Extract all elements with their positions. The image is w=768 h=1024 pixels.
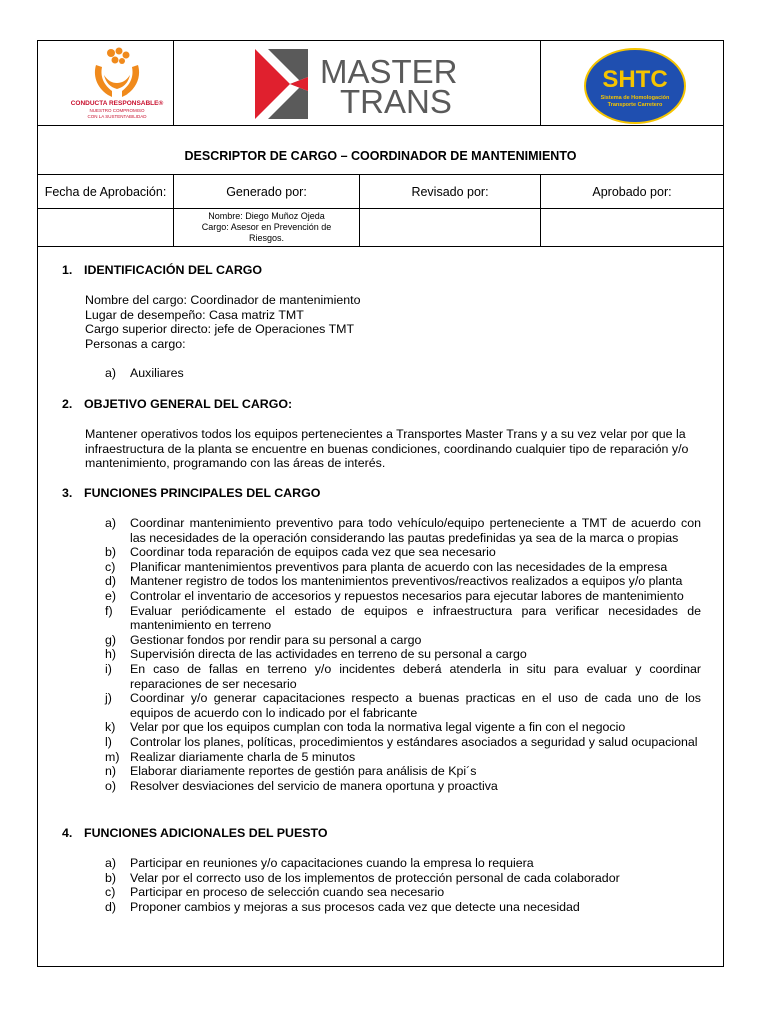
list-item: g) Gestionar fondos por rendir para su personal a cargo <box>105 632 422 647</box>
list-item: f) Evaluar periódicamente el estado de equipos e infraestructura para verificar necesidades de mantenimiento en terreno <box>105 603 701 633</box>
logo-left-line2: NUESTRO COMPROMISO <box>89 108 145 113</box>
document-title: DESCRIPTOR DE CARGO – COORDINADOR DE MANTENIMIENTO <box>184 149 577 163</box>
generated-role: Cargo: Asesor en Prevención de <box>201 222 332 232</box>
list-item: k) Velar por que los equipos cumplan con toda la normativa legal vigente a fin con el negocio <box>105 720 626 735</box>
section-1-details <box>85 293 707 351</box>
section-2-heading <box>62 397 292 412</box>
logo-shtc-line1: Sistema de Homologación <box>600 95 670 101</box>
section-1-list <box>105 366 701 381</box>
logo-left-line1: CONDUCTA RESPONSABLE® <box>70 100 164 107</box>
logo-trans-word: TRANS <box>340 83 452 119</box>
section-4-list <box>105 856 701 914</box>
list-item: a) Coordinar mantenimiento preventivo para todo vehículo/equipo perteneciente a TMT de acuerdo con las necesidades de la operación considerando las pautas predefinidas ya sea de la marca o propias <box>105 516 701 545</box>
conducta-responsable-logo <box>62 45 172 121</box>
list-item: l) Controlar los planes, políticas, procedimientos y estándares asociados a seguridad y salud ocupacional <box>105 734 698 749</box>
list-item: j) Coordinar y/o generar capacitaciones respecto a buenas practicas en el uso de cada uno de los equipos de acuerdo con lo indicado por el fabricante <box>105 691 701 720</box>
header-fecha-aprobacion: Fecha de Aprobación: <box>44 184 167 199</box>
list-item: h) Supervisión directa de las actividades en terreno de su personal a cargo <box>105 647 527 662</box>
cargo-name-line: Nombre del cargo: Coordinador de mantenimiento <box>85 293 361 307</box>
list-item: c) Planificar mantenimientos preventivos para planta de acuerdo con las necesidades de la empresa <box>105 559 668 574</box>
section-4-title: FUNCIONES ADICIONALES DEL PUESTO <box>84 826 328 840</box>
list-item: a) Participar en reuniones y/o capacitaciones cuando la empresa lo requiera <box>105 856 534 870</box>
objective-line: mantenimiento, programando con las áreas de interés. <box>85 456 386 471</box>
list-item: i) En caso de fallas en terreno y/o incidentes deberá atenderla in situ para evaluar y coordinar reparaciones de ser necesario <box>105 661 701 691</box>
list-item: d) Proponer cambios y mejoras a sus procesos cada vez que detecte una necesidad <box>105 899 580 914</box>
section-4-heading <box>62 826 327 841</box>
header-revisado-por: Revisado por: <box>411 184 489 199</box>
master-trans-logo <box>250 49 490 119</box>
cargo-superior-line: Cargo superior directo: jefe de Operaciones TMT <box>85 322 355 337</box>
logo-shtc-line2: Transporte Carretero <box>607 102 663 108</box>
logo-shtc-word: SHTC <box>602 66 668 93</box>
list-item: o) Resolver desviaciones del servicio de manera oportuna y proactiva <box>105 778 498 793</box>
section-3-number: 3. <box>62 486 73 500</box>
cargo-place-line: Lugar de desempeño: Casa matriz TMT <box>85 307 304 322</box>
list-item: c) Participar en proceso de selección cuando sea necesario <box>105 885 445 900</box>
section-1-number: 1. <box>62 263 73 277</box>
logo-master-word: MASTER <box>320 53 458 90</box>
section-2-number: 2. <box>62 397 73 411</box>
generated-by-cell <box>174 209 359 246</box>
list-item: m) Realizar diariamente charla de 5 minutos <box>105 749 356 764</box>
list-item: b) Velar por el correcto uso de los implementos de protección personal de cada colaborador <box>105 870 620 885</box>
shtc-logo <box>583 47 688 125</box>
logo-left-line3: CON LA SUSTENTABILIDAD <box>87 114 147 119</box>
list-item: a) Auxiliares <box>105 366 184 380</box>
cargo-persons-line: Personas a cargo: <box>85 336 186 351</box>
list-item: d) Mantener registro de todos los mantenimientos preventivos/reactivos realizados a equipos y/o planta <box>105 574 683 589</box>
list-item: n) Elaborar diariamente reportes de gestión para análisis de Kpi´s <box>105 764 477 779</box>
generated-role-cont: Riesgos. <box>248 233 284 243</box>
header-aprobado-por: Aprobado por: <box>592 184 672 199</box>
section-2-paragraph <box>85 427 707 471</box>
section-4-number: 4. <box>62 826 73 840</box>
list-item: e) Controlar el inventario de accesorios y repuestos necesarios para ejecutar labores de mantenimiento <box>105 588 684 603</box>
objective-line: Mantener operativos todos los equipos pertenecientes a Transportes Master Trans y a su vez velar por que la <box>85 427 686 441</box>
section-1-heading <box>62 263 262 278</box>
section-3-heading <box>62 486 320 501</box>
generated-name: Nombre: Diego Muñoz Ojeda <box>208 211 325 221</box>
section-2-title: OBJETIVO GENERAL DEL CARGO: <box>84 397 293 411</box>
list-item: b) Coordinar toda reparación de equipos cada vez que sea necesario <box>105 545 496 560</box>
objective-line: infraestructura de la planta se encuentre en buenas condiciones, coordinando cualquier tipo de reparación y/o <box>85 441 689 456</box>
section-3-list <box>105 516 701 793</box>
header-generado-por: Generado por: <box>226 184 307 199</box>
section-3-title: FUNCIONES PRINCIPALES DEL CARGO <box>84 486 321 500</box>
section-1-title: IDENTIFICACIÓN DEL CARGO <box>84 263 263 277</box>
document-frame <box>37 40 724 967</box>
